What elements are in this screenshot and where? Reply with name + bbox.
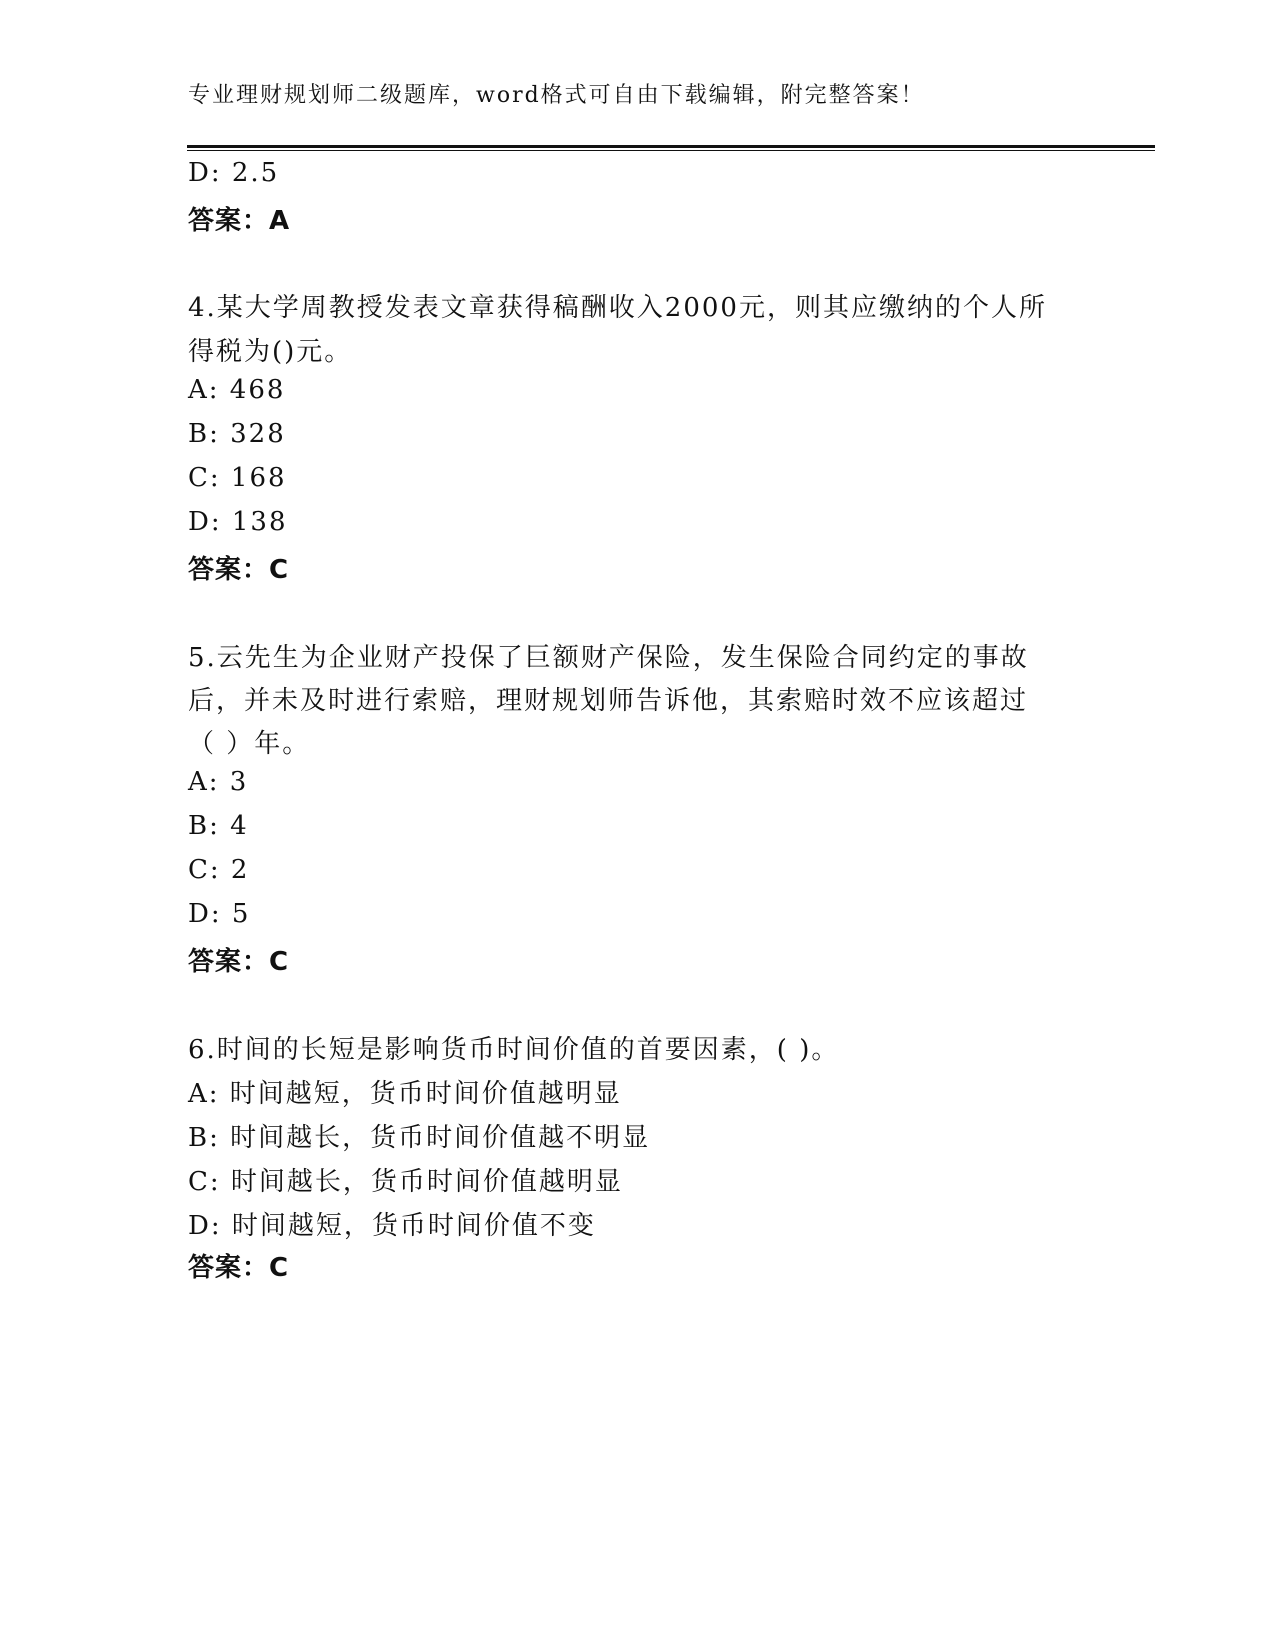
q5-stem-line3: （ ）年。 [188, 729, 311, 759]
q4-option-a: A: 468 [188, 375, 286, 405]
header-divider-thin [187, 150, 1155, 151]
q4-option-c: C: 168 [188, 463, 287, 493]
q5-option-b: B: 4 [188, 811, 249, 841]
page-header-note: 专业理财规划师二级题库，word格式可自由下载编辑，附完整答案！ [188, 83, 925, 108]
prev-option-d: D: 2.5 [188, 158, 280, 188]
q4-option-b: B: 328 [188, 419, 286, 449]
q6-option-b: B: 时间越长，货币时间价值越不明显 [188, 1123, 651, 1153]
q6-option-d: D: 时间越短，货币时间价值不变 [188, 1211, 596, 1241]
q5-answer: 答案：C [188, 947, 290, 977]
header-divider-thick [187, 145, 1155, 148]
q5-stem-line2: 后，并未及时进行索赔，理财规划师告诉他，其索赔时效不应该超过 [188, 686, 1029, 716]
q5-option-a: A: 3 [188, 767, 249, 797]
q5-option-c: C: 2 [188, 855, 250, 885]
q4-stem-line2: 得税为()元。 [188, 337, 353, 367]
prev-answer: 答案：A [188, 206, 291, 236]
q5-stem-line1: 5.云先生为企业财产投保了巨额财产保险，发生保险合同约定的事故 [188, 643, 1029, 673]
q6-answer: 答案：C [188, 1253, 290, 1283]
q4-option-d: D: 138 [188, 507, 288, 537]
q6-option-a: A: 时间越短，货币时间价值越明显 [188, 1079, 622, 1109]
q6-option-c: C: 时间越长，货币时间价值越明显 [188, 1167, 623, 1197]
q4-answer: 答案：C [188, 555, 290, 585]
q5-option-d: D: 5 [188, 899, 251, 929]
q4-stem-line1: 4.某大学周教授发表文章获得稿酬收入2000元，则其应缴纳的个人所 [188, 293, 1047, 323]
q6-stem-line1: 6.时间的长短是影响货币时间价值的首要因素，( )。 [188, 1035, 840, 1065]
